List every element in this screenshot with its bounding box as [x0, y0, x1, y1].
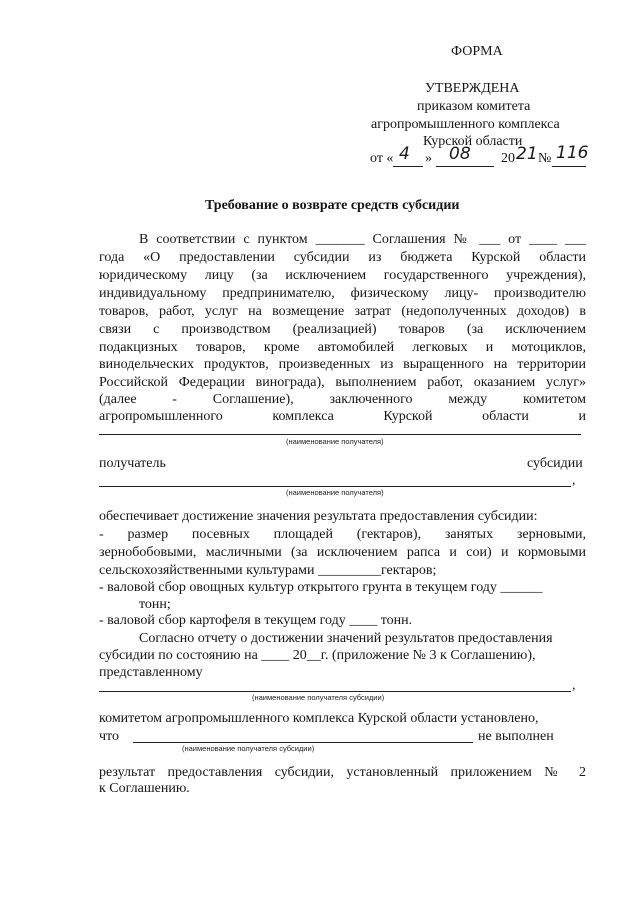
text-line: юридическому лицу (за исключением государственного учреждения), [99, 268, 586, 283]
document-title: Требование о возврате средств субсидии [205, 198, 460, 213]
list-item: - валовой сбор картофеля в текущем году ____ тонн. [99, 613, 413, 628]
committee-line: комитетом агропромышленного комплекса Курской области установлено, [99, 711, 539, 726]
recipient-blank-line-2 [99, 486, 571, 487]
recipient-caption-2: (наименование получателя) [286, 488, 384, 497]
date-prefix: от « [370, 151, 394, 166]
report-line-1: Согласно отчету о достижении значений результатов предоставления [139, 631, 553, 646]
handwritten-number: 116 [556, 143, 589, 163]
list-item: - размер посевных площадей (гектаров), занятых зерновыми, [99, 527, 586, 542]
list-item: зернобобовыми, масличными (за исключением рапса и сои) и кормовыми [99, 545, 586, 560]
text-line: агропромышленного комплекса Курской области и [99, 409, 586, 424]
text-line: связи с производством (реализацией) товаров (за исключением [99, 322, 586, 337]
approval-line-2: агропромышленного комплекса [371, 117, 560, 132]
text-line: подакцизных товаров, кроме автомобилей легковых и мотоциклов, [99, 340, 586, 355]
text-line: (далее - Соглашение), заключенного между комитетом [99, 392, 586, 407]
subsidy-word: субсидии [527, 456, 583, 471]
date-day-suffix: » [425, 151, 432, 166]
subsidy-recipient-blank-line [99, 691, 571, 692]
recipient-blank-line [99, 434, 581, 435]
text-line: товаров, работ, услуг на возмещение затрат (недополученных доходов) в [99, 304, 586, 319]
text-line: винодельческих продуктов, произведенных из выращенного на территории [99, 357, 586, 372]
text-line: В соответствии с пунктом _______ Соглашения № ___ от ____ ___ [139, 232, 586, 247]
report-line-2: субсидии по состоянию на ____ 20__г. (приложение № 3 к Соглашению), [99, 648, 536, 663]
form-label: ФОРМА [451, 44, 503, 59]
approval-line-1: приказом комитета [417, 99, 531, 114]
word-chto: что [99, 729, 119, 744]
text-line: Российской Федерации винограда), выполнением работ, оказанием услуг» [99, 375, 586, 390]
recipient-word: получатель [99, 456, 166, 471]
not-fulfilled: не выполнен [478, 729, 554, 744]
text-line: года «О предоставлении субсидии из бюджета Курской области [99, 250, 586, 265]
list-item: - валовой сбор овощных культур открытого грунта в текущем году ______ [99, 580, 543, 595]
comma: , [572, 473, 576, 488]
subsidy-recipient-caption-2: (наименование получателя субсидии) [182, 744, 315, 753]
handwritten-month: 08 [449, 144, 471, 164]
recipient-caption: (наименование получателя) [286, 437, 384, 446]
result-intro: обеспечивает достижение значения результата предоставления субсидии: [99, 509, 538, 524]
list-item: тонн; [139, 597, 171, 612]
result-line-2: к Соглашению. [99, 781, 190, 796]
approved-label: УТВЕРЖДЕНА [425, 81, 520, 96]
text-line: индивидуальному предпринимателю, физическому лицу- производителю [99, 286, 586, 301]
subsidy-recipient-caption: (наименование получателя субсидии) [252, 693, 385, 702]
handwritten-year: 21 [516, 144, 538, 164]
handwritten-day: 4 [399, 144, 410, 164]
report-line-3: представленному [99, 665, 203, 680]
list-item: сельскохозяйственными культурами _________гектаров; [99, 563, 437, 578]
result-line-1: результат предоставления субсидии, установленный приложением № 2 [99, 765, 586, 780]
number-sign: № [538, 151, 552, 166]
subsidy-recipient-blank-line-2 [133, 742, 473, 743]
comma-2: , [572, 678, 576, 693]
approval-line-3: Курской области [423, 134, 523, 149]
date-year-prefix: 20 [501, 151, 515, 166]
